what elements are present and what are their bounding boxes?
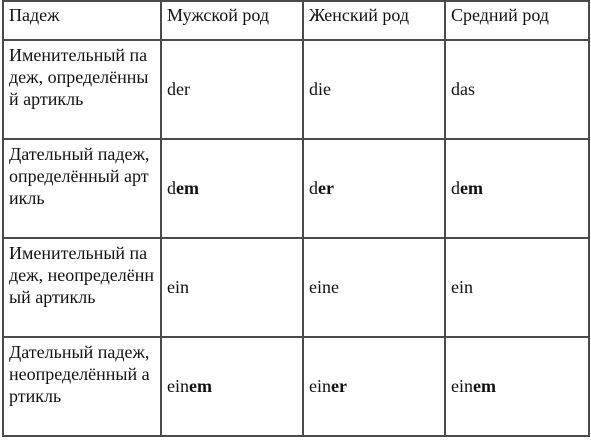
article-base: der [167,79,190,99]
article-base: d [167,178,176,198]
header-case: Падеж [3,1,161,40]
row-label [3,139,161,238]
cell-neuter [445,40,589,139]
article-base: ein [167,277,189,297]
row-label-text: Именительный падеж, определённый артикль [9,45,149,109]
cell-neuter [445,139,589,238]
article-ending: er [318,178,334,198]
row-label [3,238,161,337]
header-feminine: Женский род [303,1,445,40]
article-base: d [451,178,460,198]
cell-masculine [161,337,303,436]
article-ending: em [189,376,212,396]
row-label-text: Именительный падеж, неопределённый артикль [9,243,154,307]
table-header-row [3,1,589,40]
header-neuter: Средний род [445,1,589,40]
row-label-text: Дательный падеж, неопределённый артикль [9,342,150,406]
cell-feminine [303,139,445,238]
table-row [3,40,589,139]
table-row [3,139,589,238]
cell-masculine [161,139,303,238]
table-row [3,337,589,436]
article-base: ein [167,376,189,396]
article-base: eine [309,277,339,297]
article-ending: em [473,376,496,396]
article-base: ein [451,277,473,297]
cell-neuter [445,238,589,337]
cell-feminine [303,40,445,139]
article-base: ein [451,376,473,396]
row-label [3,40,161,139]
cell-masculine [161,40,303,139]
article-ending: er [331,376,347,396]
cell-masculine [161,238,303,337]
row-label-text: Дательный падеж, определённый артикль [9,144,150,208]
article-ending: em [176,178,199,198]
header-masculine: Мужской род [161,1,303,40]
table-row [3,238,589,337]
article-ending: em [460,178,483,198]
article-base: d [309,178,318,198]
article-base: die [309,79,331,99]
article-declension-table [2,0,590,437]
article-base: das [451,79,475,99]
cell-neuter [445,337,589,436]
cell-feminine [303,337,445,436]
row-label [3,337,161,436]
cell-feminine [303,238,445,337]
article-base: ein [309,376,331,396]
